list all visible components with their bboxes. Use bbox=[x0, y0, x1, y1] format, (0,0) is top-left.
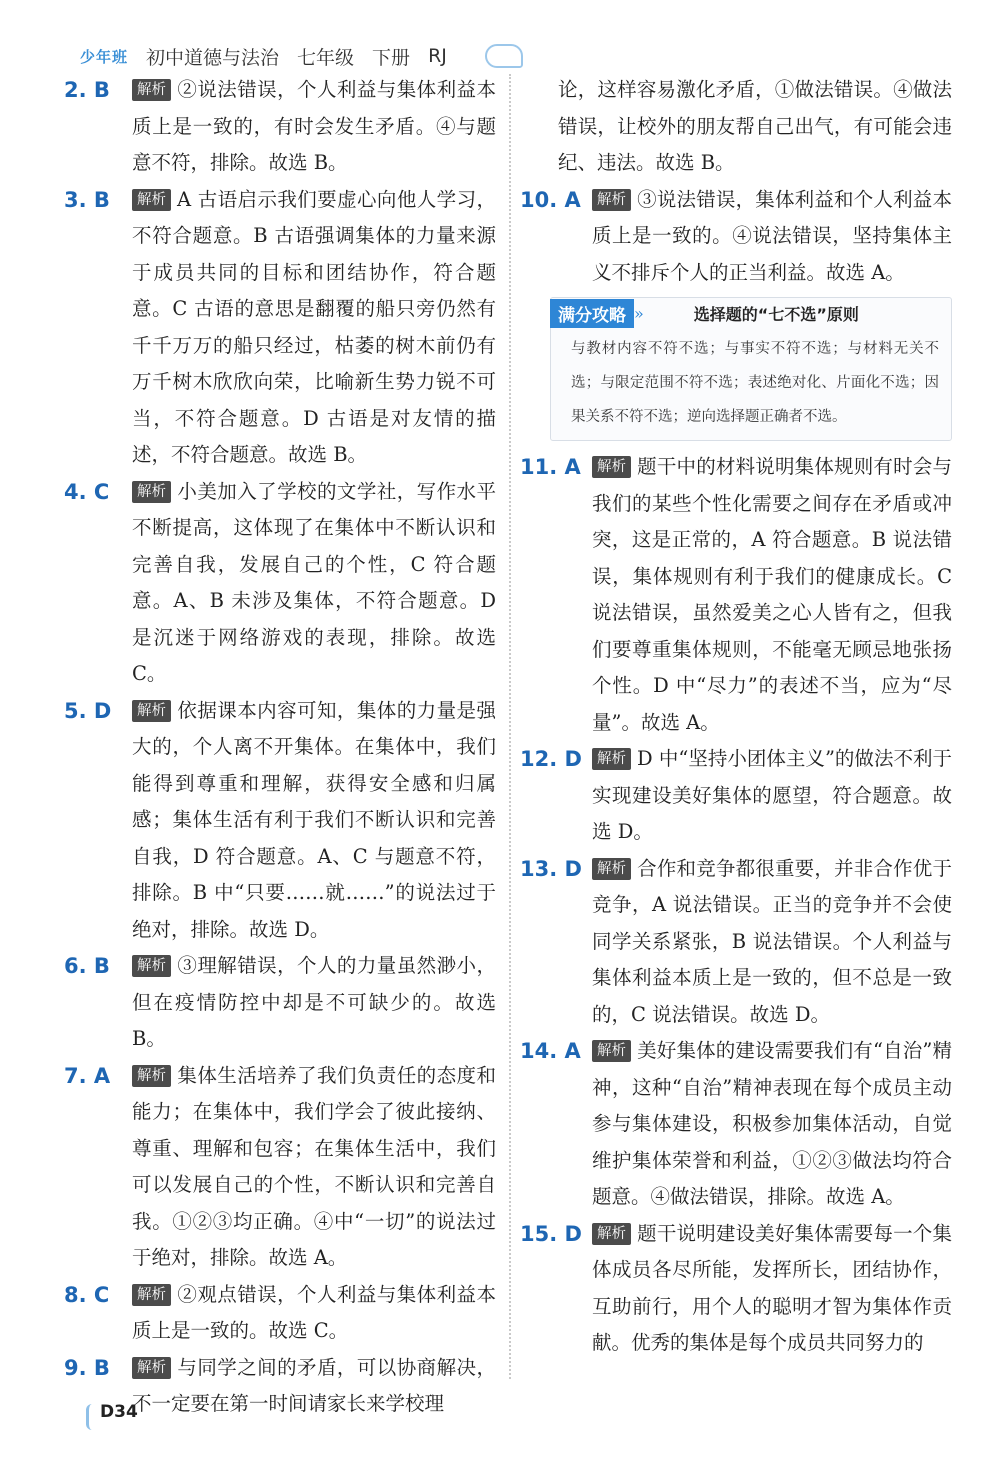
right-column bbox=[520, 72, 952, 1362]
answer-item bbox=[64, 72, 496, 182]
page-number: D34 bbox=[100, 1402, 138, 1422]
page-header bbox=[80, 38, 523, 74]
footer-decoration bbox=[86, 1404, 99, 1430]
analysis-tag: 解析 bbox=[132, 955, 171, 977]
analysis-tag: 解析 bbox=[132, 189, 171, 211]
answer-item bbox=[520, 449, 952, 741]
grade-label: 七年级 bbox=[297, 46, 355, 69]
question-number: 3. B bbox=[64, 187, 110, 212]
answer-item bbox=[64, 1277, 496, 1350]
question-number: 15. D bbox=[520, 1221, 582, 1246]
answer-item bbox=[64, 693, 496, 949]
answer-item bbox=[520, 851, 952, 1034]
question-number: 4. C bbox=[64, 479, 110, 504]
continued-text: 论，这样容易激化矛盾，①做法错误。④做法错误，让校外的朋友帮自己出气，有可能会违纪、违法。故选 B。 bbox=[558, 78, 952, 174]
subject-label: 初中道德与法治 bbox=[146, 46, 280, 69]
question-number: 2. B bbox=[64, 78, 110, 102]
analysis-text: 题干中的材料说明集体规则有时会与我们的某些个性化需要之间存在矛盾或冲突，这是正常的，A 符合题意。B 说法错误，集体规则有利于我们的健康成长。C 说法错误，虽然爱美之心人皆有之，但我们要尊重集体规则，不能毫无顾忌地张扬个性。D 中“尽力”的表述不当，应为“尽量”。故选 A。 bbox=[592, 455, 952, 734]
tip-body: 与教材内容不符不选；与事实不符不选；与材料无关不选；与限定范围不符不选；表述绝对化、片面化不选；因果关系不符不选；逆向选择题正确者不选。 bbox=[571, 341, 939, 425]
analysis-tag: 解析 bbox=[132, 700, 171, 722]
answer-item bbox=[520, 182, 952, 292]
tip-title: 选择题的“七不选”原则 bbox=[693, 304, 859, 324]
question-number: 12. D bbox=[520, 747, 582, 771]
analysis-text: 小美加入了学校的文学社，写作水平不断提高，这体现了在集体中不断认识和完善自我，发展自己的个性，C 符合题意。A、B 未涉及集体，不符合题意。D 是沉迷于网络游戏的表现，排除。故选 C。 bbox=[132, 479, 496, 685]
analysis-text: 集体生活培养了我们负责任的态度和能力；在集体中，我们学会了彼此接纳、尊重、理解和包容；在集体生活中，我们可以发展自己的个性，不断认识和完善自我。①②③均正确。④中“一切”的说法过于绝对，排除。故选 A。 bbox=[132, 1063, 496, 1269]
answer-item bbox=[520, 741, 952, 851]
tip-box bbox=[550, 297, 952, 441]
analysis-text: 与同学之间的矛盾，可以协商解决，不一定要在第一时间请家长来学校理 bbox=[132, 1355, 496, 1415]
analysis-text: 合作和竞争都很重要，并非合作优于竞争，A 说法错误。正当的竞争并不会使同学关系紧张，B 说法错误。个人利益与集体利益本质上是一致的，但不总是一致的，C 说法错误。故选 D。 bbox=[592, 856, 952, 1026]
analysis-text: ③理解错误，个人的力量虽然渺小，但在疫情防控中却是不可缺少的。故选 B。 bbox=[132, 954, 496, 1050]
analysis-text: 依据课本内容可知，集体的力量是强大的，个人离不开集体。在集体中，我们能得到尊重和理解，获得安全感和归属感；集体生活有利于我们不断认识和完善自我，D 符合题意。A、C 与题意不符，排除。B 中“只要……就……”的说法过于绝对，排除。故选 D。 bbox=[132, 698, 496, 941]
left-column bbox=[64, 72, 496, 1423]
analysis-tag: 解析 bbox=[592, 858, 631, 880]
answer-item bbox=[520, 1216, 952, 1362]
question-number: 8. C bbox=[64, 1282, 110, 1307]
edition-label: RJ bbox=[428, 45, 447, 67]
analysis-tag: 解析 bbox=[592, 189, 631, 211]
analysis-text: A 古语启示我们要虚心向他人学习，不符合题意。B 古语强调集体的力量来源于成员共同的目标和团结协作，符合题意。C 古语的意思是翻覆的船只旁仍然有千千万万的船只经过，枯萎的树木前仍有万千树木欣欣向荣，比喻新生势力锐不可当，不符合题意。D 古语是对友情的描述，不符合题意。故选 B。 bbox=[132, 187, 496, 466]
column-divider bbox=[509, 74, 511, 1379]
question-number: 14. A bbox=[520, 1039, 581, 1063]
analysis-tag: 解析 bbox=[132, 1065, 171, 1087]
question-number: 6. B bbox=[64, 954, 110, 978]
analysis-text: 题干说明建设美好集体需要每一个集体成员各尽所能，发挥所长，团结协作，互助前行，用个人的聪明才智为集体作贡献。优秀的集体是每个成员共同努力的 bbox=[592, 1221, 952, 1354]
answer-item bbox=[64, 182, 496, 474]
tip-badge: 满分攻略 bbox=[550, 299, 634, 328]
question-number: 7. A bbox=[64, 1063, 111, 1088]
answer-item bbox=[64, 1058, 496, 1277]
analysis-tag: 解析 bbox=[132, 481, 171, 503]
brand-logo: 少年班 bbox=[80, 47, 129, 66]
analysis-text: ②说法错误，个人利益与集体利益本质上是一致的，有时会发生矛盾。④与题意不符，排除。故选 B。 bbox=[132, 78, 496, 174]
analysis-text: ③说法错误，集体利益和个人利益本质上是一致的。④说法错误，坚持集体主义不排斥个人的正当利益。故选 A。 bbox=[592, 187, 952, 284]
analysis-tag: 解析 bbox=[132, 1357, 171, 1379]
analysis-text: D 中“坚持小团体主义”的做法不利于实现建设美好集体的愿望，符合题意。故选 D。 bbox=[592, 747, 952, 843]
analysis-text: ②观点错误，个人利益与集体利益本质上是一致的。故选 C。 bbox=[132, 1282, 496, 1342]
answer-item bbox=[520, 1033, 952, 1216]
double-chevron-icon: » bbox=[634, 303, 644, 323]
cloud-decoration-icon bbox=[485, 44, 523, 68]
volume-label: 下册 bbox=[372, 46, 411, 69]
question-number: 13. D bbox=[520, 856, 582, 881]
analysis-tag: 解析 bbox=[132, 1284, 171, 1306]
analysis-text: 美好集体的建设需要我们有“自治”精神，这种“自治”精神表现在每个成员主动参与集体建设，积极参加集体活动，自觉维护集体荣誉和利益，①②③做法均符合题意。④做法错误，排除。故选 A。 bbox=[592, 1039, 952, 1208]
analysis-tag: 解析 bbox=[592, 748, 631, 770]
analysis-tag: 解析 bbox=[592, 456, 631, 478]
analysis-tag: 解析 bbox=[592, 1040, 631, 1062]
question-number: 10. A bbox=[520, 187, 581, 212]
question-number: 5. D bbox=[64, 698, 112, 723]
question-number: 11. A bbox=[520, 455, 581, 479]
answer-item bbox=[64, 474, 496, 693]
answer-item bbox=[64, 948, 496, 1058]
analysis-tag: 解析 bbox=[132, 79, 171, 101]
analysis-tag: 解析 bbox=[592, 1223, 631, 1245]
question-number: 9. B bbox=[64, 1355, 110, 1380]
